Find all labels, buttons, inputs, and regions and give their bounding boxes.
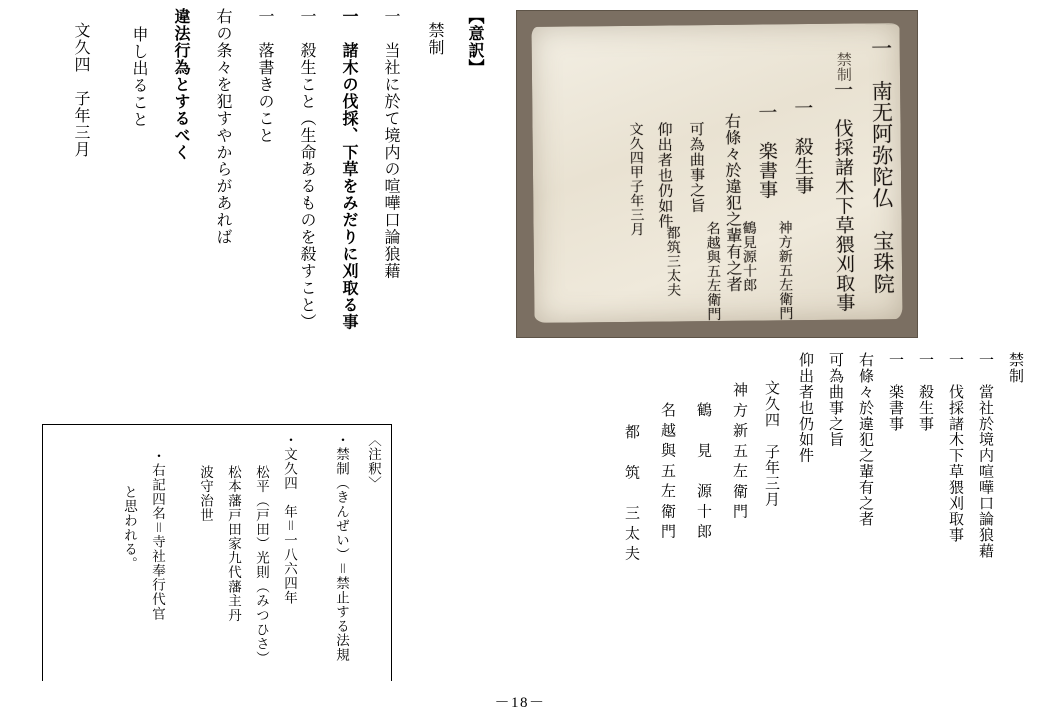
paper-column-4: 一 楽書事 [755,102,779,200]
notes-item-2-line-1: ・文久四 年＝一八六四年 [282,433,297,605]
paper-column-3: 一 殺生事 [791,97,815,196]
original-signature-4: 都 筑 三太夫 [623,424,639,566]
original-line-4: 一 楽書事 [887,352,903,432]
original-line-1: 一 當社於境内喧嘩口論狼藉 [977,352,993,559]
paper-column-6: 可為曲事之旨 [687,121,707,214]
historical-document-photo [516,10,918,338]
original-signature-2: 鶴 見 源十郎 [695,402,711,544]
original-line-2: 一 伐採諸木下草猥刈取事 [947,352,963,543]
paper-column-2: 一 伐採諸木下草猥刈取事 [831,79,856,313]
translation-heading: 【意訳】 [466,8,483,76]
original-signature-3: 名越與五左衛門 [659,402,675,544]
translation-date: 文久四 子年三月 [72,22,89,158]
translation-line-4: 一 落書きのこと [256,8,273,144]
annotation-box [42,424,392,681]
translation-line-2: 一 諸木の伐採、下草をみだりに刈取る事 [340,8,357,331]
paper-signature-3: 名越與五左衛門 [704,220,722,322]
original-line-3: 一 殺生事 [917,352,933,432]
translation-line-3: 一 殺生こと（生命あるものを殺すこと） [298,8,315,331]
notes-item-1: ・禁制（きんぜい）＝禁止する法規 [334,433,349,662]
translation-line-6: 違法行為とするべく [172,8,189,161]
paper-signature-4: 都筑三太夫 [664,225,682,297]
paper-column-7: 仰出者也仍如件 [655,121,675,229]
original-signature-1: 神方新五左衛門 [731,382,747,524]
paper-seal-mark: 禁制 [834,51,852,82]
notes-item-2-line-3: 松本藩戸田家九代藩主丹 [226,465,241,623]
paper-signature-1: 神方新五左衛門 [776,220,794,321]
translation-line-7: 申し出ること [130,26,147,128]
original-title: 禁制 [1007,352,1023,384]
notes-item-2-line-4: 波守治世 [198,465,213,523]
photo-paper-surface [531,23,902,323]
translation-line-1: 一 当社に於て境内の喧嘩口論狼藉 [382,8,399,280]
paper-column-5: 右條々於違犯之輩有之者 [722,112,744,293]
original-date: 文久四 子年三月 [763,380,779,508]
notes-item-3-line-1: ・右記四名＝寺社奉行代官 [150,449,165,621]
translation-line-5: 右の条々を犯すやからがあれば [214,8,231,246]
page-number: －18－ [494,695,546,711]
original-line-7: 仰出者也仍如件 [797,352,813,464]
notes-item-2-line-2: 松平（戸田）光則（みつひさ） [254,465,269,666]
paper-signature-2: 鶴見源十郎 [740,220,758,293]
paper-column-1: 一 南无阿弥陀仏 宝珠院 [868,37,896,295]
notes-item-3-line-2: と思われる。 [122,485,137,571]
original-line-6: 可為曲事之旨 [827,352,843,448]
translation-title: 禁制 [426,22,443,56]
original-line-5: 右條々於違犯之輩有之者 [857,352,873,527]
notes-heading: 〈注釈〉 [366,433,381,491]
paper-column-date: 文久四甲子年三月 [627,121,645,237]
